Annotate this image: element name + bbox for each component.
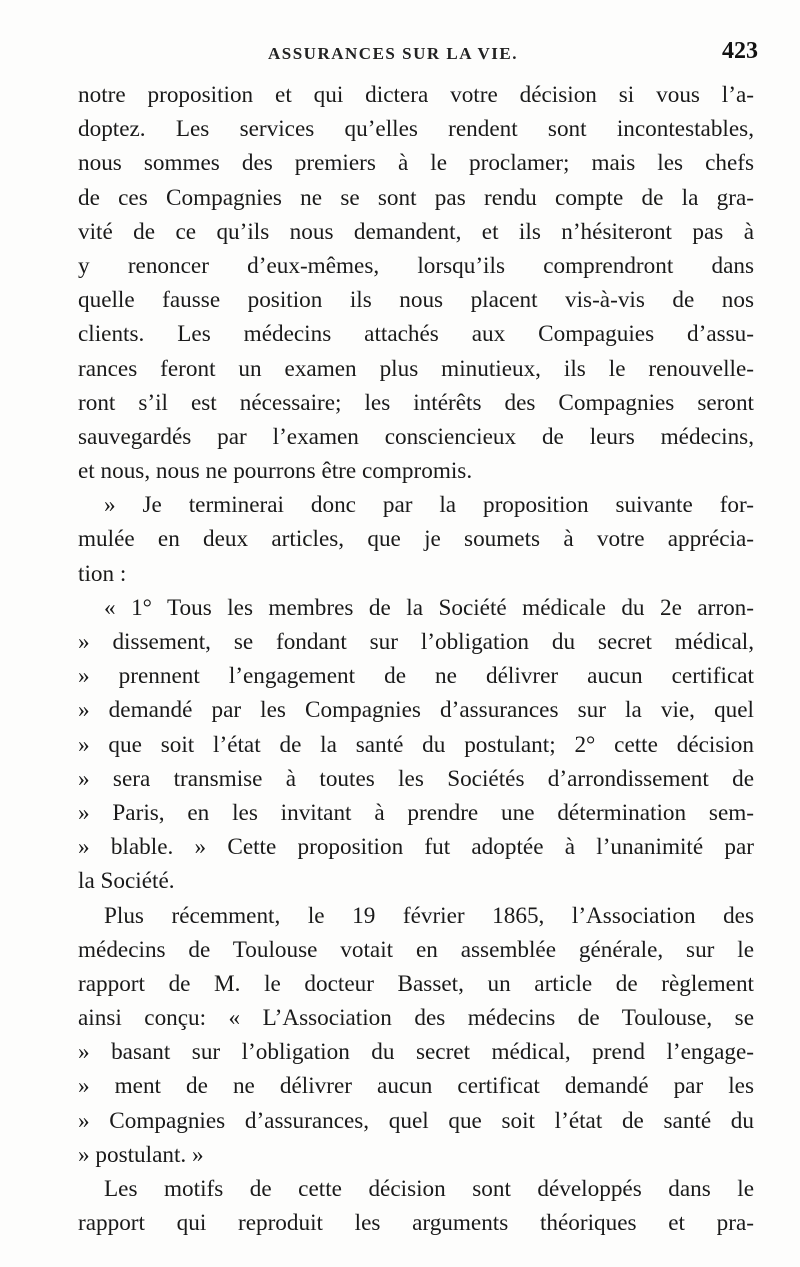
text-line: nous sommes des premiers à le proclamer; mais les chefs — [78, 150, 754, 177]
text-line: sauvegardés par l’examen consciencieux de leurs médecins, — [78, 423, 754, 450]
text-line: Plus récemment, le 19 février 1865, l’Association des — [104, 902, 754, 929]
text-line: clients. Les médecins attachés aux Compaguies d’assu- — [78, 321, 754, 348]
text-line: quelle fausse position ils nous placent vis-à-vis de nos — [78, 287, 754, 314]
text-line: doptez. Les services qu’elles rendent sont incontestables, — [78, 116, 754, 143]
running-header — [78, 38, 758, 78]
text-line: vité de ce qu’ils nous demandent, et ils n’hésiteront pas à — [78, 218, 754, 245]
text-line: notre proposition et qui dictera votre décision si vous l’a- — [78, 82, 754, 108]
text-line: y renoncer d’eux-mêmes, lorsqu’ils comprendront dans — [78, 252, 754, 279]
text-line: ront s’il est nécessaire; les intérêts des Compagnies seront — [78, 389, 754, 416]
text-line: « 1° Tous les membres de la Société médicale du 2e arron- — [104, 594, 754, 621]
text-line: » dissement, se fondant sur l’obligation du secret médical, — [78, 629, 754, 655]
text-line: » Paris, en les invitant à prendre une détermination sem- — [78, 799, 754, 826]
text-line: la Société. — [78, 868, 175, 895]
page-number: 423 — [722, 38, 758, 64]
text-line: » postulant. » — [78, 1141, 204, 1168]
text-line: » prennent l’engagement de ne délivrer aucun certificat — [78, 663, 754, 690]
text-line: médecins de Toulouse votait en assemblée générale, sur le — [78, 936, 754, 963]
text-line: rances feront un examen plus minutieux, ils le renouvelle- — [78, 355, 754, 382]
text-line: » que soit l’état de la santé du postulant; 2° cette décision — [78, 731, 754, 758]
text-line: » basant sur l’obligation du secret médical, prend l’engage- — [78, 1039, 754, 1066]
text-line: » Je terminerai donc par la proposition suivante for- — [104, 492, 754, 519]
text-line: rapport qui reproduit les arguments théoriques et pra- — [78, 1210, 754, 1237]
text-line: tion : — [78, 560, 127, 587]
text-line: » sera transmise à toutes les Sociétés d’arrondissement de — [78, 765, 754, 792]
text-line: ainsi conçu: « L’Association des médecins de Toulouse, se — [78, 1005, 754, 1032]
text-line: » blable. » Cette proposition fut adoptée à l’unanimité par — [78, 834, 754, 861]
body-text — [78, 78, 754, 1240]
text-line: » ment de ne délivrer aucun certificat demandé par les — [78, 1073, 754, 1100]
text-line: mulée en deux articles, que je soumets à votre apprécia- — [78, 526, 754, 553]
text-line: Les motifs de cette décision sont développés dans le — [104, 1176, 754, 1202]
text-line: de ces Compagnies ne se sont pas rendu compte de la gra- — [78, 184, 754, 211]
text-line: et nous, nous ne pourrons être compromis. — [78, 458, 473, 485]
text-line: » Compagnies d’assurances, quel que soit l’état de santé du — [78, 1107, 754, 1134]
text-line: rapport de M. le docteur Basset, un article de règlement — [78, 970, 754, 997]
running-title: ASSURANCES SUR LA VIE. — [268, 44, 518, 63]
text-line: » demandé par les Compagnies d’assurances sur la vie, quel — [78, 697, 754, 724]
